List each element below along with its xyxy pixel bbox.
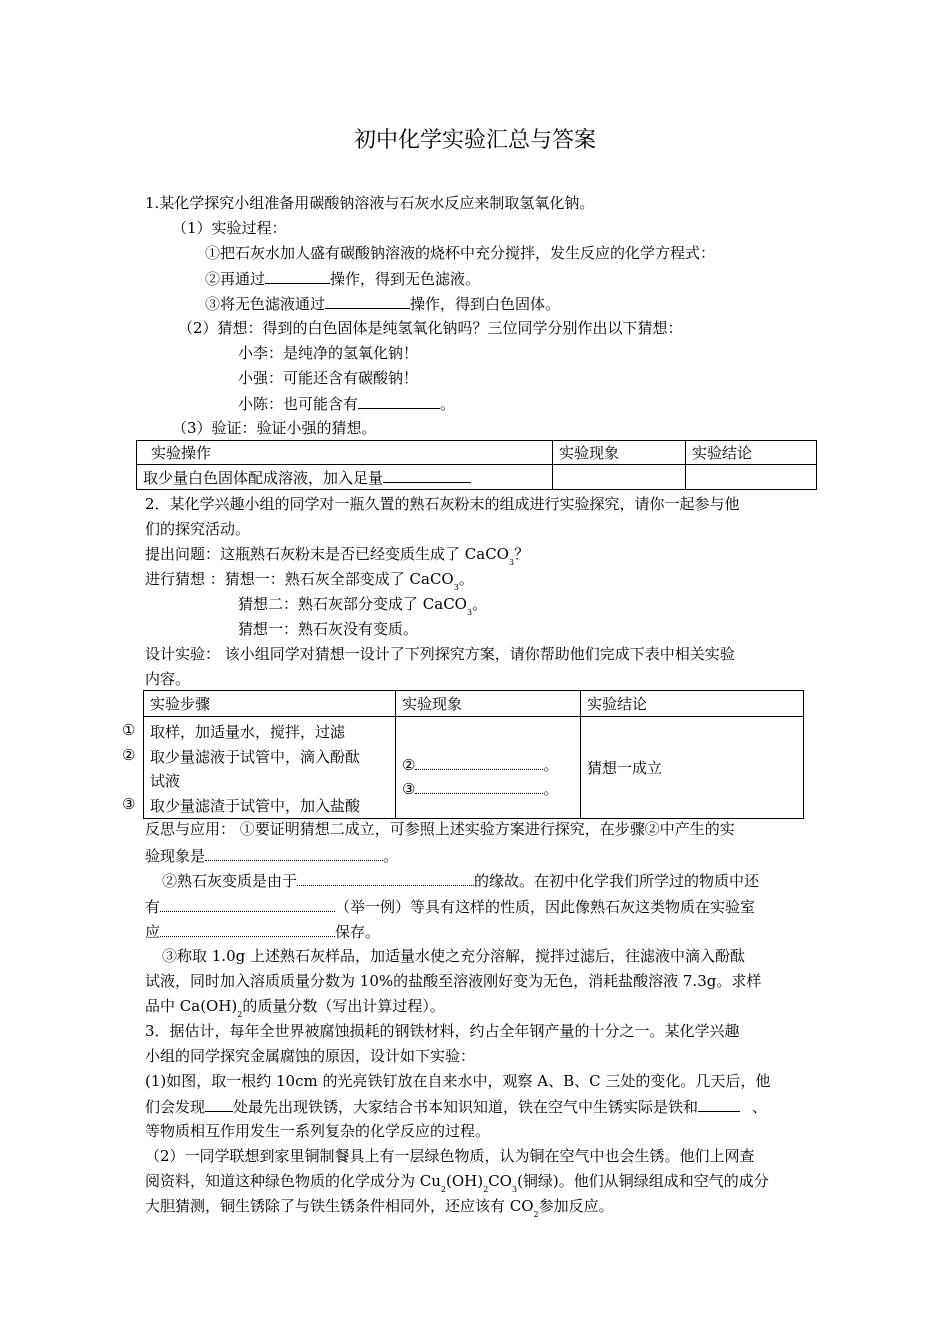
q1-guess-qiang: 小强：可能还含有碳酸钠！ <box>238 369 419 387</box>
table-header: 实验结论 <box>581 691 804 717</box>
answer-blank[interactable] <box>358 393 440 409</box>
answer-blank[interactable] <box>205 845 383 861</box>
q1-part1: （1）实验过程： <box>172 219 287 237</box>
q1-guess-chen: 小陈：也可能含有 。 <box>238 395 456 413</box>
q2-calc: 试液，同时加入溶质质量分数为 10%的盐酸至溶液刚好变为无色，消耗盐酸溶液 7.3g。求样 <box>145 972 762 990</box>
q2-guess-1: 进行猜想 ：猜想一：熟石灰全部变成了 CaCO$_3$。 <box>145 570 474 592</box>
q2-reflect: 有 （举一例）等具有这样的性质，因此像熟石灰这类物质在实验室 <box>145 898 756 916</box>
q2-design: 设计实验： 该小组同学对猜想一设计了下列探究方案，请你帮助他们完成下表中相关实验 <box>145 645 735 663</box>
table-header: 实验现象 <box>396 691 581 717</box>
q2-design: 内容。 <box>145 670 191 688</box>
step-text: 取样，加适量水，搅拌，过滤 <box>150 723 346 741</box>
q1-step1: ①把石灰水加人盛有碳酸钠溶液的烧杯中充分搅拌，发生反应的化学方程式： <box>205 244 716 262</box>
answer-blank[interactable] <box>265 268 330 284</box>
table-cell <box>396 717 581 819</box>
q2-stem: 2．某化学兴趣小组的同学对一瓶久置的熟石灰粉末的组成进行实验探究，请你一起参与他 <box>145 495 740 513</box>
step-number: ③ <box>122 795 136 813</box>
q2-guess-3: 猜想一：熟石灰没有变质。 <box>238 620 419 638</box>
q2-guess-2: 猜想二：熟石灰部分变成了 CaCO$_3$。 <box>238 595 488 617</box>
table-cell: 取少量白色固体配成溶液，加入足量 <box>137 465 553 490</box>
q3-part1: 们会发现 处最先出现铁锈，大家结合书本知识知道，铁在空气中生锈实际是铁和 、 <box>145 1098 768 1116</box>
answer-blank[interactable] <box>415 754 543 770</box>
answer-blank[interactable] <box>160 896 335 912</box>
q3-part2: （2）一同学联想到家里铜制餐具上有一层绿色物质，认为铜在空气中也会生锈。他们上网查 <box>145 1147 755 1165</box>
page-title: 初中化学实验汇总与答案 <box>353 128 596 153</box>
q2-reflect: 应 保存。 <box>145 923 381 941</box>
q2-calc: 品中 $Ca(OH)_2$的质量分数（写出计算过程）。 <box>145 997 445 1019</box>
q1-step3: ③将无色滤液通过 操作，得到白色固体。 <box>205 295 561 313</box>
answer-blank[interactable] <box>205 1096 233 1112</box>
step-text: 取少量滤渣于试管中，加入盐酸 <box>150 796 361 815</box>
phenomenon-line: ③ 。 <box>402 779 559 798</box>
q3-stem: 小组的同学探究金属腐蚀的原因，设计如下实验： <box>145 1047 476 1065</box>
table-cell[interactable] <box>686 465 817 490</box>
answer-blank[interactable] <box>698 1096 740 1112</box>
q2-question: 提出问题：这瓶熟石灰粉末是否已经变质生成了 CaCO$_3$？ <box>145 545 530 567</box>
q2-reflect: 验现象是 。 <box>145 847 399 865</box>
table-header: 实验现象 <box>553 441 686 465</box>
q2-stem: 们的探究活动。 <box>145 520 251 538</box>
q1-part3: （3）验证：验证小强的猜想。 <box>172 419 377 437</box>
table-header: 实验操作 <box>137 441 553 465</box>
q3-stem: 3．据估计，每年全世界被腐蚀损耗的钢铁材料，约占全年钢产量的十分之一。某化学兴趣 <box>145 1022 740 1040</box>
step-text: 取少量滤液于试管中，滴入酚酞 <box>150 747 361 766</box>
table-cell <box>144 717 396 819</box>
q1-part2: （2）猜想：得到的白色固体是纯氢氧化钠吗？三位同学分别作出以下猜想： <box>178 319 683 337</box>
q1-table <box>136 440 817 490</box>
answer-blank[interactable] <box>297 870 474 886</box>
table-cell[interactable] <box>553 465 686 490</box>
q2-table <box>143 690 804 819</box>
q2-reflect: ②熟石灰变质是由于 的缘故。在初中化学我们所学过的物质中还 <box>162 872 760 890</box>
step-number: ② <box>122 746 136 764</box>
q3-part1: (1)如图，取一根约 10cm 的光亮铁钉放在自来水中，观察 A、B、C 三处的变化。几天后，他 <box>145 1072 771 1090</box>
q1-guess-li: 小李：是纯净的氢氧化钠！ <box>238 344 419 362</box>
table-cell: 猜想一成立 <box>581 717 804 819</box>
q2-reflect: 反思与应用： ①要证明猜想二成立，可参照上述实验方案进行探究，在步骤②中产生的实 <box>145 820 735 838</box>
table-header: 实验结论 <box>686 441 817 465</box>
table-header: 实验步骤 <box>144 691 396 717</box>
step-number: ① <box>122 721 136 739</box>
q2-calc: ③称取 1.0g 上述熟石灰样品，加适量水使之充分溶解，搅拌过滤后，往滤液中滴入酚酞 <box>162 947 745 965</box>
answer-blank[interactable] <box>415 778 543 794</box>
step-text: 试液 <box>150 772 181 790</box>
q3-part1: 等物质相互作用发生一系列复杂的化学反应的过程。 <box>145 1122 491 1140</box>
answer-blank[interactable] <box>383 467 471 483</box>
answer-blank[interactable] <box>325 293 410 309</box>
q3-part2: 大胆猜测，铜生锈除了与铁生锈条件相同外，还应该有 $CO_2$参加反应。 <box>145 1197 614 1219</box>
q3-part2: 阅资料，知道这种绿色物质的化学成分为 $Cu_2(OH)_2CO_3$(铜绿)。他们从铜绿组成和空气的成分 <box>145 1172 769 1194</box>
q1-stem: 1.某化学探究小组准备用碳酸钠溶液与石灰水反应来制取氢氧化钠。 <box>145 194 595 212</box>
phenomenon-line: ② 。 <box>402 755 559 774</box>
q1-step2: ②再通过 操作，得到无色滤液。 <box>205 270 481 288</box>
answer-blank[interactable] <box>160 921 335 937</box>
